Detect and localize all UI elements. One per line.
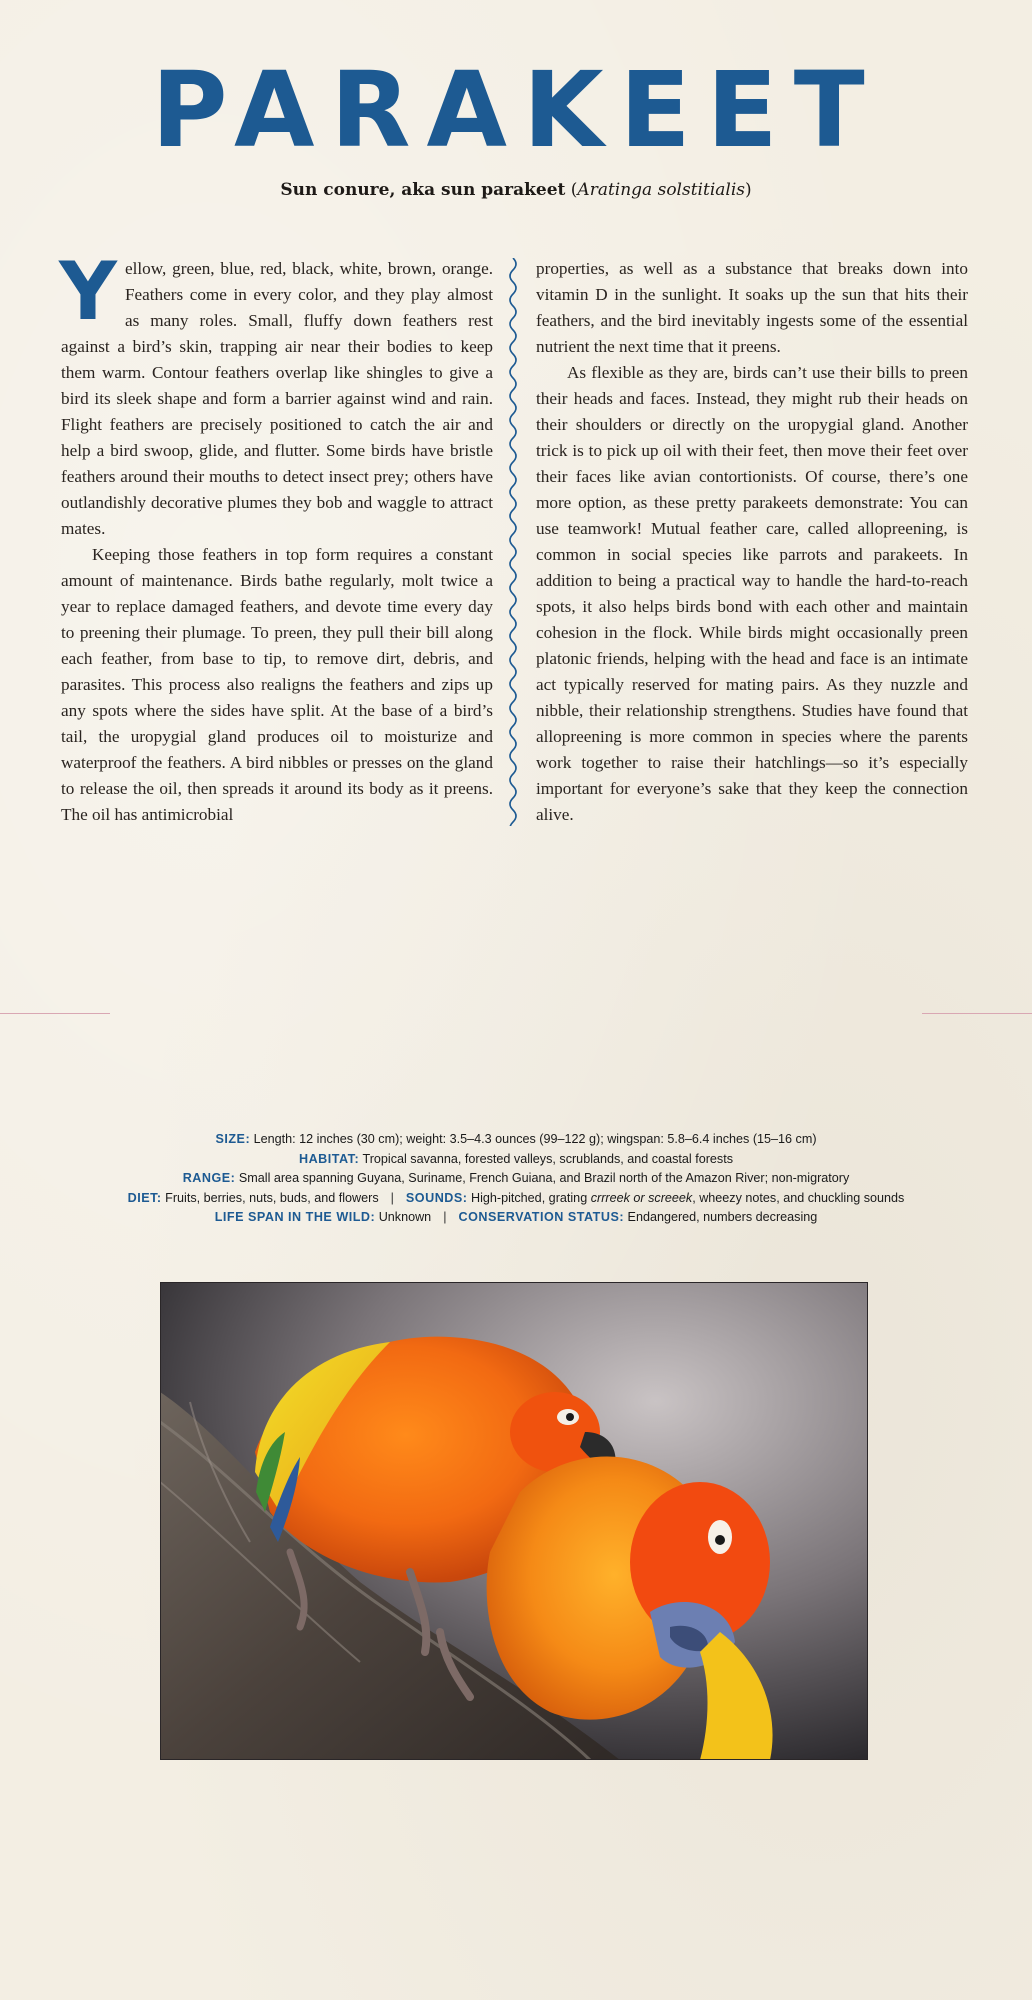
lifespan-label: LIFE SPAN IN THE WILD: [214, 1210, 376, 1225]
fact-habitat [0, 1150, 1032, 1170]
diet-label: DIET: [127, 1190, 162, 1205]
fact-lifespan-status [0, 1208, 1032, 1228]
text-column-right [536, 256, 968, 828]
separator: | [390, 1190, 394, 1205]
column-divider [506, 258, 520, 826]
paragraph-4: As flexible as they are, birds can’t use their bills to preen their heads and faces. Instead, they might rub their heads on their shoulders or directly on the uropygial gland. Another trick is to pick up oil with their feet, then move their feet over their faces like avian contortionists. Of course, there’s one more option, as these pretty parakeets demonstrate: You can use teamwork! Mutual feather care, called allopreening, is common in social species like parrots and parakeets. In addition to being a practical way to handle the hard-to-reach spots, it also helps birds bond with each other and maintain cohesion in the flock. While birds might occasionally preen platonic friends, helping with the head and face is an intimate act typically reserved for mating pairs. As they nuzzle and nibble, their relationship strengthens. Studies have found that allopreening is more common in species where the parents work together to raise their hatchlings—so it’s especially important for everyone’s sake that they keep the connection alive. [536, 363, 968, 824]
sounds-or: or [629, 1190, 649, 1205]
habitat-label: HABITAT: [298, 1151, 360, 1166]
common-name: Sun conure, aka sun parakeet [280, 180, 566, 200]
status-label: CONSERVATION STATUS: [458, 1210, 625, 1225]
text-column-left [59, 245, 493, 828]
fact-box [0, 1130, 1032, 1228]
fold-mark-left [0, 1013, 110, 1014]
fact-diet-sounds [0, 1189, 1032, 1209]
fold-mark-right [922, 1013, 1032, 1014]
sounds-call-2: screeek [648, 1190, 693, 1205]
range-value: Small area spanning Guyana, Suriname, French Guiana, and Brazil north of the Amazon River; non-migratory [238, 1171, 850, 1186]
fact-range [0, 1169, 1032, 1189]
parakeet-photo [160, 1282, 868, 1760]
page-title: PARAKEET [151, 49, 881, 171]
photo-illustration [160, 1282, 868, 1760]
species-subtitle [0, 180, 1032, 200]
paragraph-1-text: ellow, green, blue, red, black, white, brown, orange. Feathers come in every color, and they play almost as many roles. Small, fluffy down feathers rest against a bird’s skin, trapping air near their bodies to keep them warm. Contour feathers overlap like shingles to give a bird its sleek shape and form a barrier against wind and rain. Flight feathers are precisely positioned to catch the air and help a bird swoop, glide, and flutter. Some birds have bristle feathers around their mouths to detect insect prey; others have outlandishly decorative plumes they bob and waggle to attract mates. [61, 259, 493, 538]
paren-close: ) [745, 180, 752, 200]
paren-open: ( [565, 180, 578, 200]
habitat-value: Tropical savanna, forested valleys, scrublands, and coastal forests [362, 1151, 734, 1166]
lifespan-value: Unknown [378, 1210, 432, 1225]
diet-value: Fruits, berries, nuts, buds, and flowers [165, 1190, 379, 1205]
size-value: Length: 12 inches (30 cm); weight: 3.5–4.3 ounces (99–122 g); wingspan: 5.8–6.4 inches (15–16 cm) [253, 1132, 817, 1146]
sounds-pre: High-pitched, grating [470, 1190, 591, 1205]
range-label: RANGE: [182, 1171, 236, 1186]
scientific-name: Aratinga solstitialis [577, 180, 745, 200]
drop-cap: Y [59, 245, 117, 338]
sounds-post: , wheezy notes, and chuckling sounds [692, 1190, 905, 1205]
sounds-label: SOUNDS: [405, 1190, 468, 1205]
paragraph-1 [59, 245, 493, 542]
sounds-call-1: crrreek [590, 1190, 630, 1205]
separator: | [443, 1210, 447, 1225]
fact-size [0, 1130, 1032, 1150]
size-label: SIZE: [215, 1132, 251, 1146]
paragraph-2: Keeping those feathers in top form requires a constant amount of maintenance. Birds bathe regularly, molt twice a year to replace damaged feathers, and devote time every day to preening their plumage. To preen, they pull their bill along each feather, from base to tip, to remove dirt, debris, and parasites. This process also realigns the feathers and zips up any spots where the sides have split. At the base of a bird’s tail, the uropygial gland produces oil to moisturize and waterproof the feathers. A bird nibbles or presses on the gland to release the oil, then spreads it around its body as it preens. The oil has antimicrobial [61, 545, 493, 824]
status-value: Endangered, numbers decreasing [627, 1210, 818, 1225]
paragraph-3: properties, as well as a substance that breaks down into vitamin D in the sunlight. It soaks up the sun that hits their feathers, and the bird inevitably ingests some of the essential nutrient the next time that it preens. [536, 259, 968, 356]
